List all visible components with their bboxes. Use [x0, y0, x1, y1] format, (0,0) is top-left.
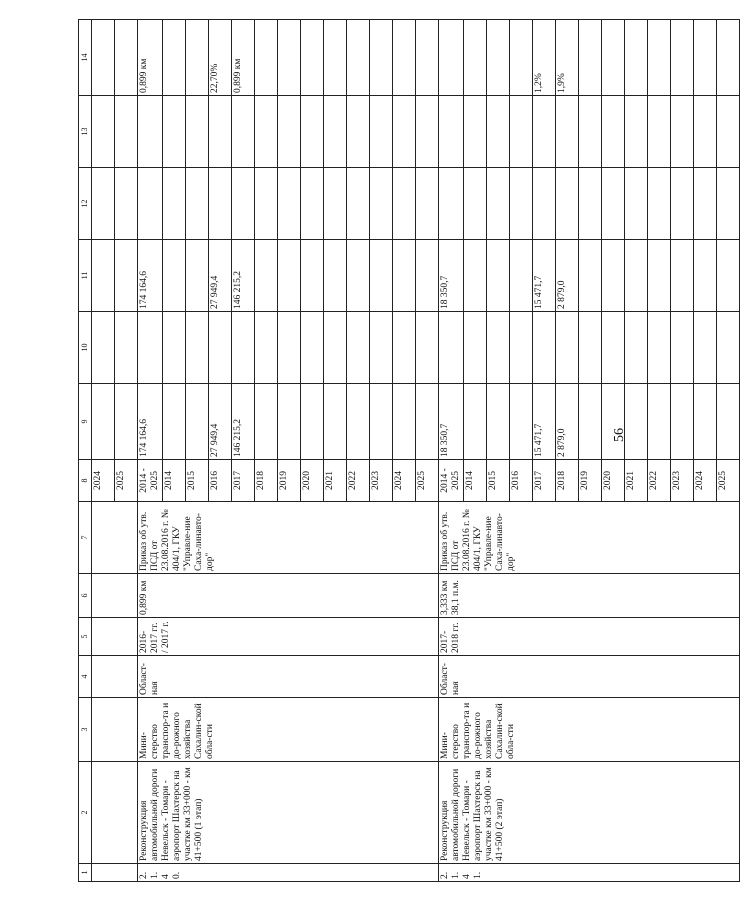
- value-cell-c11: [579, 240, 602, 312]
- value-cell-c10: [301, 312, 324, 384]
- value-cell-c11: 146 215,2: [232, 240, 255, 312]
- value-cell-c12: [163, 168, 186, 240]
- year-cell: 2025: [717, 460, 740, 502]
- value-cell-c13: [464, 96, 487, 168]
- value-cell-c14: [671, 20, 694, 96]
- year-cell: 2016: [510, 460, 533, 502]
- value-cell-c9: [487, 384, 510, 460]
- value-cell-c9: [255, 384, 278, 460]
- period-cell: 2016-2017 гг. / 2017 г.: [138, 618, 439, 656]
- year-cell: 2016: [209, 460, 232, 502]
- value-cell-c9: [393, 384, 416, 460]
- value-cell-c12: [510, 168, 533, 240]
- year-cell: 2017: [533, 460, 556, 502]
- value-cell-c14: 0,899 км: [232, 20, 255, 96]
- value-cell-c12: [717, 168, 740, 240]
- rotated-table-wrapper: [78, 20, 728, 882]
- value-cell-c11: [416, 240, 439, 312]
- value-cell-c12: [255, 168, 278, 240]
- value-cell-c13: [393, 96, 416, 168]
- value-cell-c13: [579, 96, 602, 168]
- value-cell-c11: [694, 240, 717, 312]
- value-cell-c12: [602, 168, 625, 240]
- value-cell-c11: [648, 240, 671, 312]
- value-cell-c11: [464, 240, 487, 312]
- customer-cell: Мини-стерство транспор-та и до-рожного хозяйства Сахалин-ской обла-сти: [138, 698, 439, 762]
- col-header: 9: [79, 384, 92, 460]
- value-cell-c9: [370, 384, 393, 460]
- value-cell-c14: [301, 20, 324, 96]
- value-cell-c13: [556, 96, 579, 168]
- value-cell-c11: [510, 240, 533, 312]
- value-cell-c10: [393, 312, 416, 384]
- value-cell-c9: 27 949,4: [209, 384, 232, 460]
- value-cell-c12: [416, 168, 439, 240]
- value-cell-c11: [324, 240, 347, 312]
- value-cell-c10: [533, 312, 556, 384]
- year-cell: 2014 - 2025: [439, 460, 464, 502]
- value-cell-c11: 27 949,4: [209, 240, 232, 312]
- value-cell-c12: [487, 168, 510, 240]
- empty-cell: [92, 618, 138, 656]
- col-header: 14: [79, 20, 92, 96]
- value-cell-c12: [209, 168, 232, 240]
- value-cell-c11: 2 879,0: [556, 240, 579, 312]
- value-cell-c13: [92, 96, 115, 168]
- value-cell-c14: [347, 20, 370, 96]
- year-cell: 2020: [301, 460, 324, 502]
- value-cell-c9: [510, 384, 533, 460]
- value-cell-c14: [255, 20, 278, 96]
- value-cell-c11: [717, 240, 740, 312]
- value-cell-c13: [163, 96, 186, 168]
- value-cell-c14: [464, 20, 487, 96]
- year-cell: 2022: [648, 460, 671, 502]
- value-cell-c11: [671, 240, 694, 312]
- value-cell-c13: [347, 96, 370, 168]
- year-cell: 2023: [370, 460, 393, 502]
- value-cell-c9: [92, 384, 115, 460]
- value-cell-c10: [487, 312, 510, 384]
- value-cell-c11: [625, 240, 648, 312]
- value-cell-c12: [186, 168, 209, 240]
- value-cell-c14: [163, 20, 186, 96]
- value-cell-c12: [232, 168, 255, 240]
- value-cell-c10: [625, 312, 648, 384]
- value-cell-c9: [579, 384, 602, 460]
- value-cell-c13: [510, 96, 533, 168]
- document-sheet: [78, 20, 728, 882]
- col-header: 3: [79, 698, 92, 762]
- empty-cell: [92, 502, 138, 574]
- year-cell: 2021: [324, 460, 347, 502]
- year-cell: 2021: [625, 460, 648, 502]
- empty-cell: [92, 698, 138, 762]
- value-cell-c10: [255, 312, 278, 384]
- value-cell-c11: [487, 240, 510, 312]
- level-cell: Област-ная: [439, 656, 740, 698]
- value-cell-c13: [625, 96, 648, 168]
- col-header: 7: [79, 502, 92, 574]
- value-cell-c10: [138, 312, 163, 384]
- value-cell-c10: [416, 312, 439, 384]
- value-cell-c14: [579, 20, 602, 96]
- value-cell-c14: 22,70%: [209, 20, 232, 96]
- value-cell-c11: [115, 240, 138, 312]
- value-cell-c12: [464, 168, 487, 240]
- value-cell-c9: [464, 384, 487, 460]
- document-cell: Приказ об утв. ПСД от 23.08.2016 г. № 404/1, ГКУ "Управле-ние Саха-линавто-дор": [138, 502, 439, 574]
- year-cell: 2017: [232, 460, 255, 502]
- value-cell-c13: [694, 96, 717, 168]
- value-cell-c13: [232, 96, 255, 168]
- value-cell-c10: [186, 312, 209, 384]
- value-cell-c12: [671, 168, 694, 240]
- col-header: 5: [79, 618, 92, 656]
- empty-cell: [92, 656, 138, 698]
- value-cell-c10: [370, 312, 393, 384]
- value-cell-c9: [602, 384, 625, 460]
- value-cell-c12: [347, 168, 370, 240]
- col-header: 13: [79, 96, 92, 168]
- customer-cell: Мини-стерство транспор-та и до-рожного хозяйства Сахалин-ской обла-сти: [439, 698, 740, 762]
- value-cell-c11: [255, 240, 278, 312]
- capacity-cell: 0,899 км: [138, 574, 439, 618]
- value-cell-c13: [186, 96, 209, 168]
- value-cell-c13: [370, 96, 393, 168]
- table-body: [92, 20, 740, 882]
- value-cell-c10: [648, 312, 671, 384]
- document-cell: Приказ об утв. ПСД от 23.08.2016 г. № 404/1, ГКУ "Управле-ние Саха-линавто-дор": [439, 502, 740, 574]
- value-cell-c9: 174 164,6: [138, 384, 163, 460]
- empty-cell: [92, 864, 138, 882]
- value-cell-c11: 174 164,6: [138, 240, 163, 312]
- value-cell-c9: [694, 384, 717, 460]
- value-cell-c9: [416, 384, 439, 460]
- value-cell-c12: [370, 168, 393, 240]
- col-header: 4: [79, 656, 92, 698]
- table-row: [92, 20, 115, 882]
- value-cell-c10: [717, 312, 740, 384]
- empty-cell: [92, 762, 138, 864]
- value-cell-c14: [92, 20, 115, 96]
- value-cell-c14: 0,899 км: [138, 20, 163, 96]
- value-cell-c12: [556, 168, 579, 240]
- value-cell-c13: [115, 96, 138, 168]
- value-cell-c13: [209, 96, 232, 168]
- table-row: [138, 20, 163, 882]
- col-header: 12: [79, 168, 92, 240]
- object-name-cell: Реконструкция автомобильной дороги Невельск - Томари - аэропорт Шахтерск на участке км 33+000 - км 41+500 (2 этап): [439, 762, 740, 864]
- value-cell-c11: [92, 240, 115, 312]
- value-cell-c11: [186, 240, 209, 312]
- empty-cell: [92, 574, 138, 618]
- value-cell-c9: 15 471,7: [533, 384, 556, 460]
- value-cell-c12: [324, 168, 347, 240]
- year-cell: 2015: [186, 460, 209, 502]
- value-cell-c10: [556, 312, 579, 384]
- value-cell-c10: [579, 312, 602, 384]
- value-cell-c10: [278, 312, 301, 384]
- value-cell-c11: [163, 240, 186, 312]
- value-cell-c12: [115, 168, 138, 240]
- value-cell-c12: [92, 168, 115, 240]
- value-cell-c13: [648, 96, 671, 168]
- value-cell-c10: [602, 312, 625, 384]
- col-header: 2: [79, 762, 92, 864]
- value-cell-c9: [324, 384, 347, 460]
- value-cell-c12: [694, 168, 717, 240]
- value-cell-c12: [439, 168, 464, 240]
- col-header: 6: [79, 574, 92, 618]
- value-cell-c12: [278, 168, 301, 240]
- value-cell-c12: [648, 168, 671, 240]
- item-number-cell: 2. 1. 4 1.: [439, 864, 740, 882]
- value-cell-c11: 18 350,7: [439, 240, 464, 312]
- year-cell: 2014: [163, 460, 186, 502]
- value-cell-c9: [648, 384, 671, 460]
- col-header: 1: [79, 864, 92, 882]
- value-cell-c11: [347, 240, 370, 312]
- page-number: 56: [612, 428, 627, 442]
- value-cell-c11: [301, 240, 324, 312]
- value-cell-c10: [510, 312, 533, 384]
- column-number-row: [79, 20, 92, 882]
- year-cell: 2014 - 2025: [138, 460, 163, 502]
- value-cell-c11: [278, 240, 301, 312]
- value-cell-c11: 15 471,7: [533, 240, 556, 312]
- object-name-cell: Реконструкция автомобильной дороги Невельск - Томари - аэропорт Шахтерск на участке км 33+000 - км 41+500 (1 этап): [138, 762, 439, 864]
- value-cell-c14: 1,2%: [533, 20, 556, 96]
- value-cell-c9: [186, 384, 209, 460]
- year-cell: 2025: [115, 460, 138, 502]
- value-cell-c14: 1,9%: [556, 20, 579, 96]
- value-cell-c13: [717, 96, 740, 168]
- value-cell-c14: [648, 20, 671, 96]
- value-cell-c14: [370, 20, 393, 96]
- year-cell: 2025: [416, 460, 439, 502]
- value-cell-c10: [439, 312, 464, 384]
- col-header: 10: [79, 312, 92, 384]
- value-cell-c9: 2 879,0: [556, 384, 579, 460]
- value-cell-c13: [255, 96, 278, 168]
- table-row: [439, 20, 464, 882]
- value-cell-c14: [717, 20, 740, 96]
- value-cell-c11: [602, 240, 625, 312]
- value-cell-c10: [347, 312, 370, 384]
- value-cell-c9: [625, 384, 648, 460]
- value-cell-c10: [115, 312, 138, 384]
- value-cell-c10: [464, 312, 487, 384]
- year-cell: 2020: [602, 460, 625, 502]
- col-header: 11: [79, 240, 92, 312]
- value-cell-c14: [393, 20, 416, 96]
- value-cell-c10: [163, 312, 186, 384]
- value-cell-c13: [533, 96, 556, 168]
- value-cell-c13: [416, 96, 439, 168]
- value-cell-c10: [209, 312, 232, 384]
- value-cell-c10: [671, 312, 694, 384]
- value-cell-c9: [671, 384, 694, 460]
- value-cell-c13: [324, 96, 347, 168]
- value-cell-c14: [487, 20, 510, 96]
- value-cell-c13: [671, 96, 694, 168]
- value-cell-c10: [92, 312, 115, 384]
- year-cell: 2019: [278, 460, 301, 502]
- value-cell-c14: [115, 20, 138, 96]
- value-cell-c9: 18 350,7: [439, 384, 464, 460]
- value-cell-c14: [510, 20, 533, 96]
- value-cell-c11: [370, 240, 393, 312]
- value-cell-c9: [717, 384, 740, 460]
- value-cell-c13: [301, 96, 324, 168]
- value-cell-c14: [186, 20, 209, 96]
- year-cell: 2018: [556, 460, 579, 502]
- value-cell-c12: [533, 168, 556, 240]
- value-cell-c9: [163, 384, 186, 460]
- value-cell-c9: [347, 384, 370, 460]
- value-cell-c9: 146 215,2: [232, 384, 255, 460]
- year-cell: 2014: [464, 460, 487, 502]
- value-cell-c14: [278, 20, 301, 96]
- value-cell-c12: [579, 168, 602, 240]
- value-cell-c14: [324, 20, 347, 96]
- col-header: 8: [79, 460, 92, 502]
- value-cell-c13: [439, 96, 464, 168]
- value-cell-c12: [138, 168, 163, 240]
- year-cell: 2024: [694, 460, 717, 502]
- value-cell-c13: [602, 96, 625, 168]
- value-cell-c14: [694, 20, 717, 96]
- value-cell-c9: [115, 384, 138, 460]
- value-cell-c9: [301, 384, 324, 460]
- year-cell: 2018: [255, 460, 278, 502]
- value-cell-c12: [393, 168, 416, 240]
- year-cell: 2024: [393, 460, 416, 502]
- year-cell: 2023: [671, 460, 694, 502]
- value-cell-c12: [625, 168, 648, 240]
- period-cell: 2017-2018 гг.: [439, 618, 740, 656]
- value-cell-c13: [138, 96, 163, 168]
- item-number-cell: 2. 1. 4 0.: [138, 864, 439, 882]
- value-cell-c14: [602, 20, 625, 96]
- program-table: [78, 19, 740, 882]
- value-cell-c10: [694, 312, 717, 384]
- value-cell-c12: [301, 168, 324, 240]
- value-cell-c10: [324, 312, 347, 384]
- capacity-cell: 3,333 км 38,1 п.м.: [439, 574, 740, 618]
- value-cell-c13: [487, 96, 510, 168]
- value-cell-c14: [416, 20, 439, 96]
- year-cell: 2024: [92, 460, 115, 502]
- value-cell-c9: [278, 384, 301, 460]
- value-cell-c14: [625, 20, 648, 96]
- year-cell: 2022: [347, 460, 370, 502]
- value-cell-c10: [232, 312, 255, 384]
- value-cell-c11: [393, 240, 416, 312]
- year-cell: 2015: [487, 460, 510, 502]
- value-cell-c14: [439, 20, 464, 96]
- level-cell: Област-ная: [138, 656, 439, 698]
- value-cell-c13: [278, 96, 301, 168]
- year-cell: 2019: [579, 460, 602, 502]
